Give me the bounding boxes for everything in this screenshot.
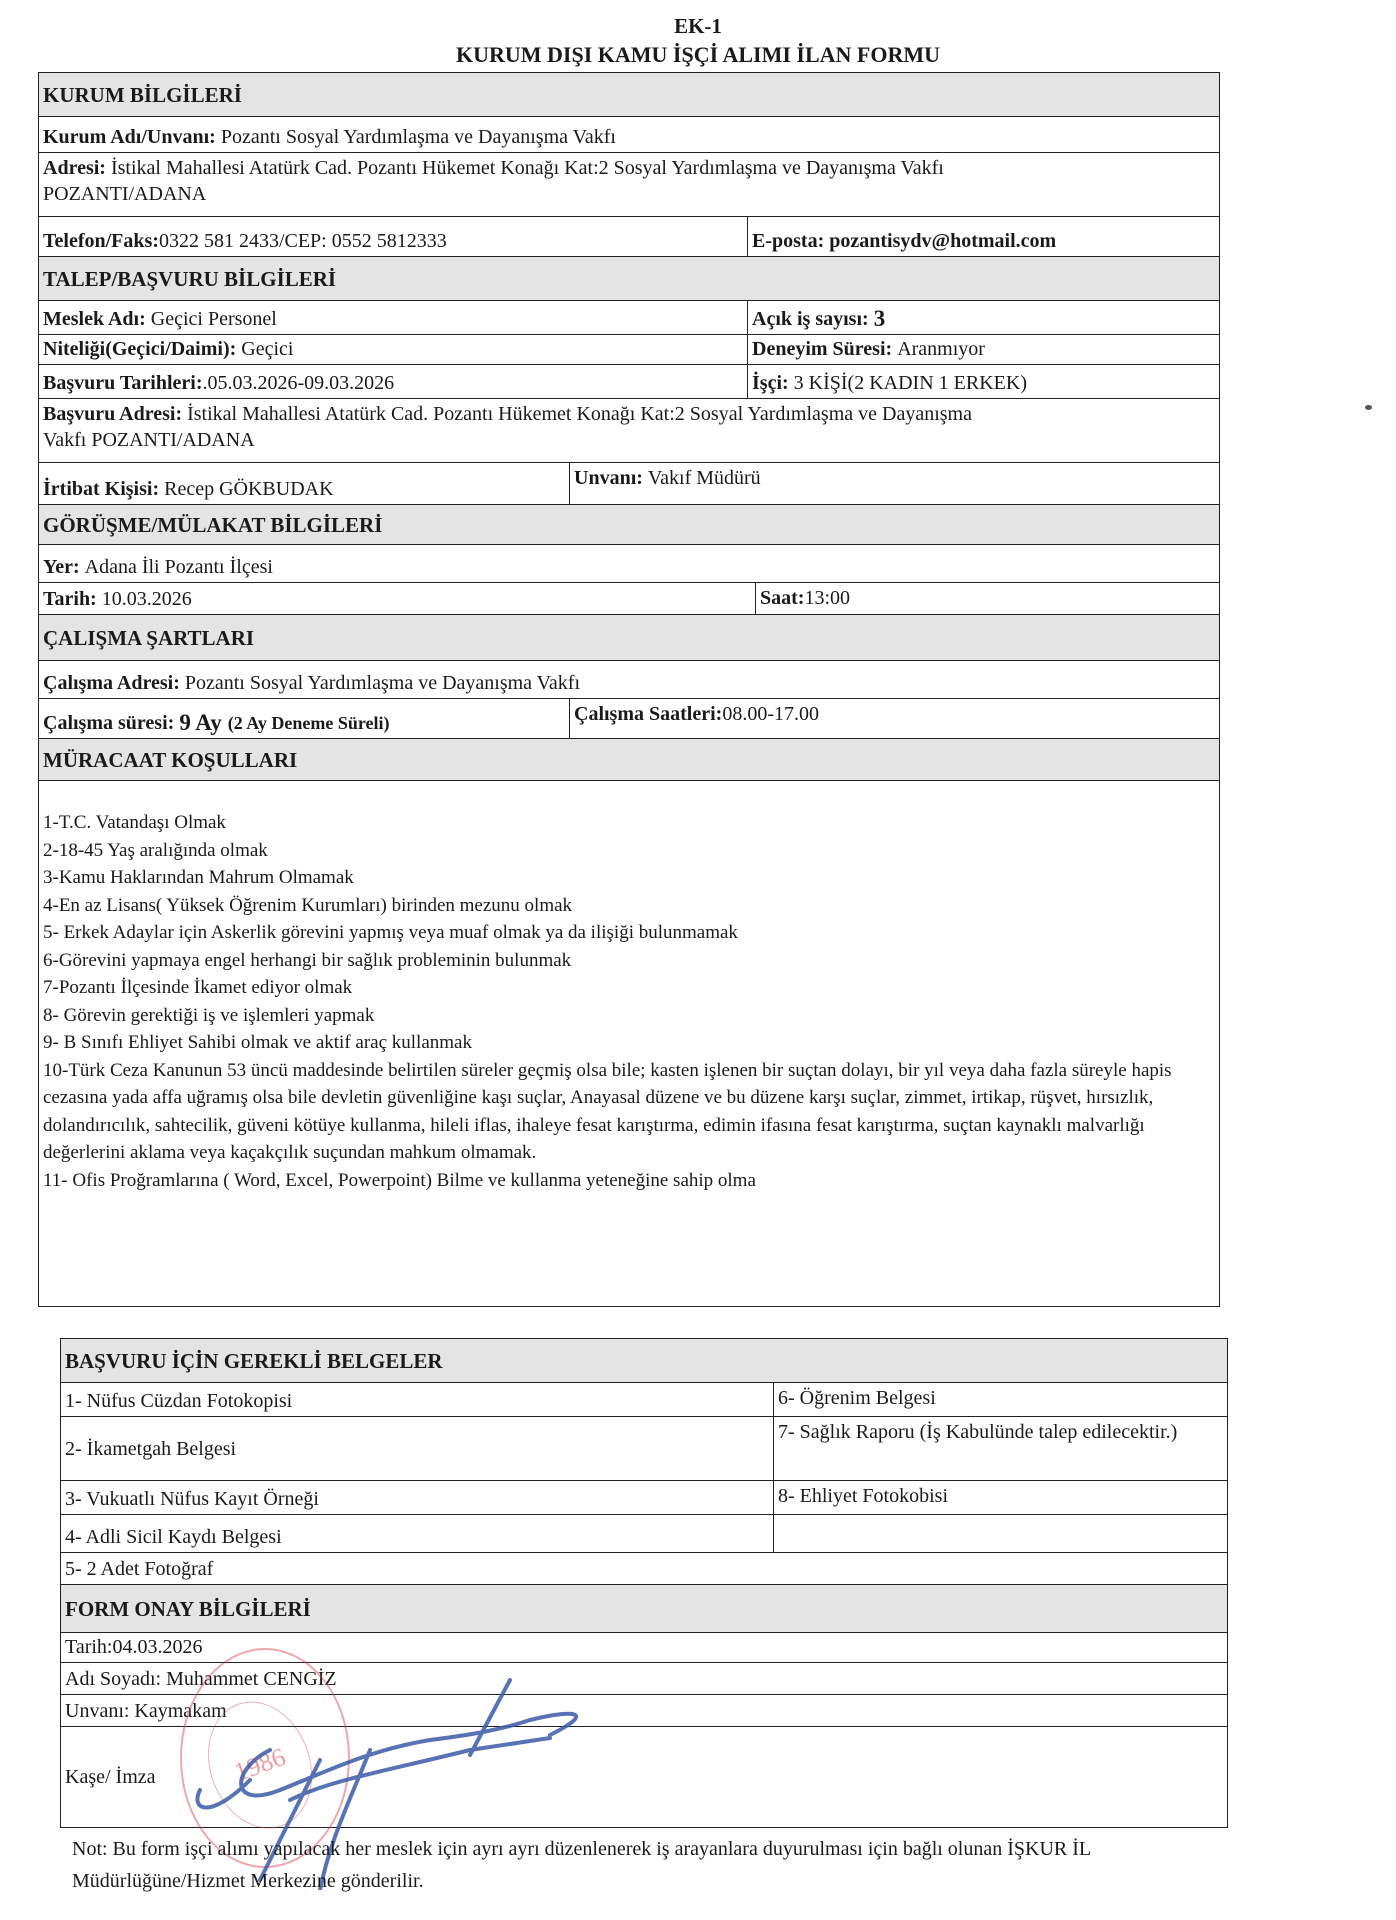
condition-item: 6-Görevini yapmaya engel herhangi bir sağlık probleminin bulunmak xyxy=(43,949,572,971)
belge-item: 8- Ehliyet Fotokobisi xyxy=(773,1481,1227,1514)
condition-item: 4-En az Lisans( Yüksek Öğrenim Kurumları) birinden mezunu olmak xyxy=(43,894,573,916)
section-talep-header: TALEP/BAŞVURU BİLGİLERİ xyxy=(39,257,1219,300)
kurum-email-field: E-posta: pozantisydv@hotmail.com xyxy=(747,217,1219,256)
yer-field: Yer: Adana İli Pozantı İlçesi xyxy=(43,556,273,578)
belge-item: 5- 2 Adet Fotoğraf xyxy=(65,1558,214,1580)
condition-item: 5- Erkek Adaylar için Askerlik görevini yapmış veya muaf olmak ya da ilişiği bulunmamak xyxy=(43,922,738,943)
form-table-lower xyxy=(60,1338,1228,1828)
section-belgeler-header: BAŞVURU İÇİN GEREKLİ BELGELER xyxy=(61,1339,1227,1382)
onay-tarih: Tarih:04.03.2026 xyxy=(65,1636,203,1658)
belge-item: 7- Sağlık Raporu (İş Kabulünde talep edilecektir.) xyxy=(773,1417,1227,1480)
section-onay-header: FORM ONAY BİLGİLERİ xyxy=(61,1585,1227,1632)
belge-item-empty xyxy=(773,1515,1227,1552)
condition-item: 8- Görevin gerektiği iş ve işlemleri yapmak xyxy=(43,1004,375,1026)
basvuru-adres-field: Başvuru Adresi: İstikal Mahallesi Atatürk Cad. Pozantı Hükemet Konağı Kat:2 Sosyal Yardımlaşma ve Dayanışma Vakfı POZANTI/ADANA xyxy=(43,403,972,451)
basvuru-tarih-field: Başvuru Tarihleri: .05.03.2026-09.03.2026 xyxy=(43,372,395,394)
irtibat-field: İrtibat Kişisi: Recep GÖKBUDAK xyxy=(43,478,334,500)
kurum-phone-field: Telefon/Faks: 0322 581 2433/CEP: 0552 5812333 xyxy=(43,230,447,252)
stamp-year: 1986 xyxy=(191,1687,329,1843)
section-calisma-header: ÇALIŞMA ŞARTLARI xyxy=(39,615,1219,660)
condition-item: 9- B Sınıfı Ehliyet Sahibi olmak ve aktif araç kullanmak xyxy=(43,1032,472,1053)
section-kurum-header: KURUM BİLGİLERİ xyxy=(39,73,1219,116)
onay-ad-soyad: Adı Soyadı: Muhammet CENGİZ xyxy=(65,1668,337,1690)
calisma-adres-field: Çalışma Adresi: Pozantı Sosyal Yardımlaşma ve Dayanışma Vakfı xyxy=(43,672,580,694)
nitelik-field: Niteliği(Geçici/Daimi): Geçici xyxy=(43,338,294,360)
section-gorusme-header: GÖRÜŞME/MÜLAKAT BİLGİLERİ xyxy=(39,505,1219,544)
scan-speck xyxy=(1365,405,1372,410)
deneyim-field: Deneyim Süresi: Aranmıyor xyxy=(747,335,1219,364)
gorusme-tarih-field: Tarih: 10.03.2026 xyxy=(43,588,192,610)
belge-item: 1- Nüfus Cüzdan Fotokopisi xyxy=(65,1390,293,1412)
condition-item: 10-Türk Ceza Kanunun 53 üncü maddesinde belirtilen süreler geçmiş olsa bile; kasten işlenen bir suçtan dolayı, bir yıl veya daha fazla süreyle hapis cezasına yada affa uğramış olsa bile devletin güvenliğine kaşı suçlar, Anayasal düzene ve bu düzene karşı suçlar, zimmet, irtikap, rüşvet, hırsızlık, dolandırıcılık, sahtecilik, güveni kötüye kullanma, hileli iflas, ihaleye fesat karıştırma, edimin ifasına fesat karıştırma, suçtan kaynaklı malvarlığı değerlerini aklama veya kaçakçılık suçundan mahkum olmamak. xyxy=(43,1059,1172,1163)
isci-field: İşçi: 3 KİŞİ(2 KADIN 1 ERKEK) xyxy=(747,365,1219,398)
condition-item: 3-Kamu Haklarından Mahrum Olmamak xyxy=(43,867,354,888)
calisma-sure-field: Çalışma süresi: 9 Ay (2 Ay Deneme Süreli) xyxy=(43,710,390,735)
onay-kase-imza: Kaşe/ İmza xyxy=(65,1766,156,1788)
condition-item: 7-Pozantı İlçesinde İkamet ediyor olmak xyxy=(43,977,353,998)
condition-item: 2-18-45 Yaş aralığında olmak xyxy=(43,839,268,861)
onay-unvan: Unvanı: Kaymakam xyxy=(65,1700,227,1722)
gorusme-saat-field: Saat: 13:00 xyxy=(755,583,1219,614)
calisma-saat-field: Çalışma Saatleri: 08.00-17.00 xyxy=(569,699,1219,738)
section-muracaat-header: MÜRACAAT KOŞULLARI xyxy=(39,739,1219,780)
kurum-name-field: Kurum Adı/Unvanı: Pozantı Sosyal Yardımlaşma ve Dayanışma Vakfı xyxy=(43,126,616,148)
kurum-address-field: Adresi: İstikal Mahallesi Atatürk Cad. Pozantı Hükemet Konağı Kat:2 Sosyal Yardımlaşma ve Dayanışma Vakfı POZANTI/ADANA xyxy=(43,157,944,205)
condition-item: 1-T.C. Vatandaşı Olmak xyxy=(43,812,226,833)
acik-is-field: Açık iş sayısı: 3 xyxy=(747,301,1219,334)
belge-item: 3- Vukuatlı Nüfus Kayıt Örneği xyxy=(65,1488,319,1510)
meslek-field: Meslek Adı: Geçici Personel xyxy=(43,308,277,330)
belge-item: 2- İkametgah Belgesi xyxy=(65,1437,237,1460)
muracaat-conditions-list xyxy=(39,781,1219,1306)
belge-item: 6- Öğrenim Belgesi xyxy=(773,1383,1227,1416)
form-title: KURUM DIŞI KAMU İŞÇİ ALIMI İLAN FORMU xyxy=(455,42,941,67)
irtibat-unvan-field: Unvanı: Vakıf Müdürü xyxy=(569,463,1219,504)
footer-note: Not: Bu form işçi alımı yapılacak her meslek için ayrı ayrı düzenlenerek iş arayanlara duyurulması için bağlı olunan İŞKUR İL Müdürlüğüne/Hizmet Merkezine gönderilir. xyxy=(72,1838,1091,1892)
form-table-upper xyxy=(38,72,1220,1307)
belge-item: 4- Adli Sicil Kaydı Belgesi xyxy=(65,1526,282,1548)
annex-label: EK-1 xyxy=(674,14,722,38)
condition-item: 11- Ofis Proğramlarına ( Word, Excel, Powerpoint) Bilme ve kullanma yeteneğine sahip olma xyxy=(43,1169,756,1191)
